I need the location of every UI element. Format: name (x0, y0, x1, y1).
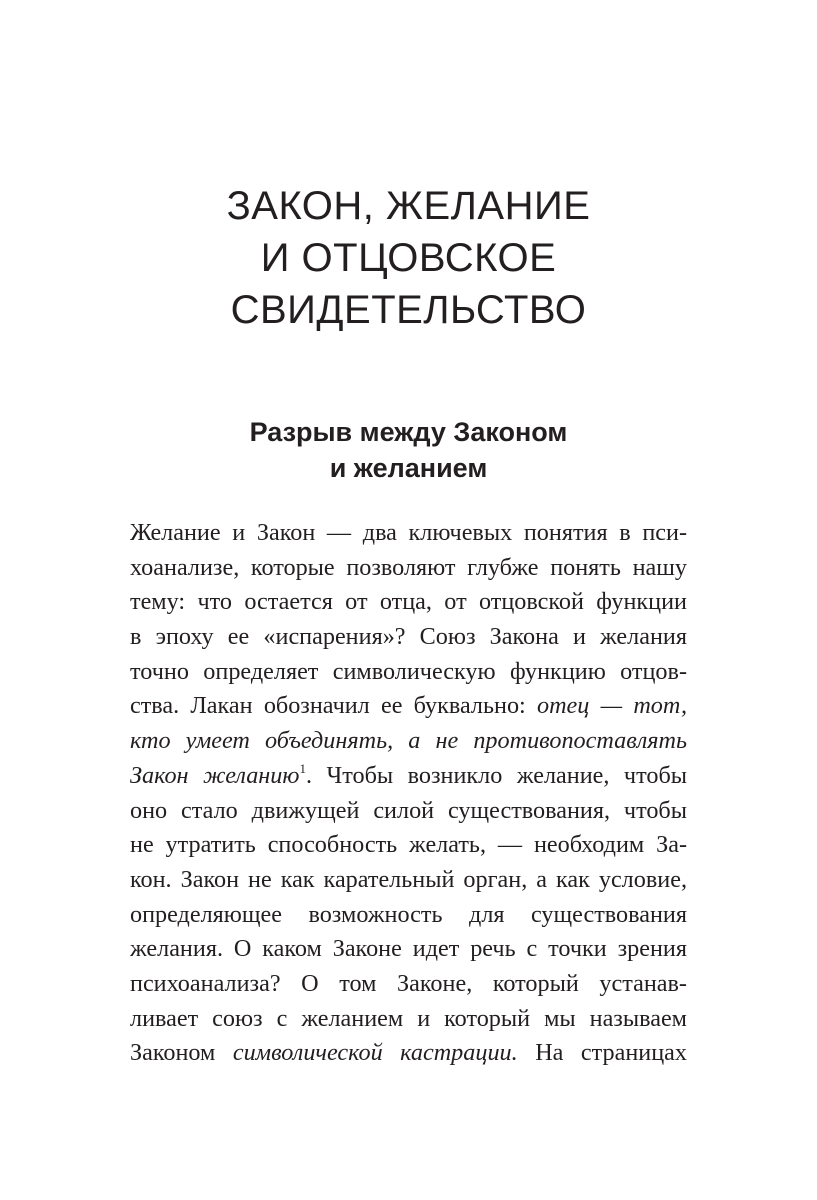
text-line: ливает союз с желанием и который мы называем (130, 1004, 687, 1032)
text-line (130, 724, 687, 759)
section-title-line: и желанием (329, 453, 488, 483)
italic-quote: кто умеет объединять, а не противопоставлять (130, 727, 687, 755)
chapter-title (0, 180, 817, 336)
text-run: ства. Лакан обозначил ее буквально: (130, 692, 537, 720)
text-line: тему: что остается от отца, от отцовской функции (130, 588, 687, 616)
text-line (130, 1036, 687, 1071)
text-line (130, 689, 687, 724)
text-line: определяющее возможность для существования (130, 900, 687, 928)
chapter-title-line: И ОТЦОВСКОЕ (260, 236, 557, 280)
chapter-title-line: СВИДЕТЕЛЬСТВО (230, 288, 587, 332)
text-line: не утратить способность желать, — необходим За- (130, 831, 687, 859)
text-run: . Чтобы возникло желание, чтобы (305, 761, 687, 789)
italic-quote: Закон желанию (130, 761, 300, 789)
footnote-marker[interactable]: 1 (299, 760, 306, 776)
italic-quote: отец — тот, (537, 692, 687, 720)
text-run: Законом (130, 1039, 233, 1067)
text-line: психоанализа? О том Законе, который устанав- (130, 969, 687, 997)
text-line: Желание и Закон — два ключевых понятия в пси- (130, 519, 687, 546)
text-line: кон. Закон не как карательный орган, а как условие, (130, 865, 687, 893)
section-title (0, 414, 817, 486)
text-line: желания. О каком Законе идет речь с точки зрения (130, 935, 687, 963)
text-line (130, 759, 687, 794)
italic-term: символической кастрации. (232, 1039, 518, 1067)
text-run: На страницах (517, 1039, 687, 1067)
body-paragraph (130, 516, 687, 1071)
text-line: точно определяет символическую функцию отцов- (130, 657, 687, 685)
chapter-title-line: ЗАКОН, ЖЕЛАНИЕ (226, 184, 591, 228)
text-line: в эпоху ее «испарения»? Союз Закона и желания (130, 623, 687, 651)
text-line: оно стало движущей силой существования, чтобы (130, 796, 687, 824)
text-line: хоанализе, которые позволяют глубже понять нашу (130, 553, 687, 581)
section-title-line: Разрыв между Законом (249, 417, 568, 447)
